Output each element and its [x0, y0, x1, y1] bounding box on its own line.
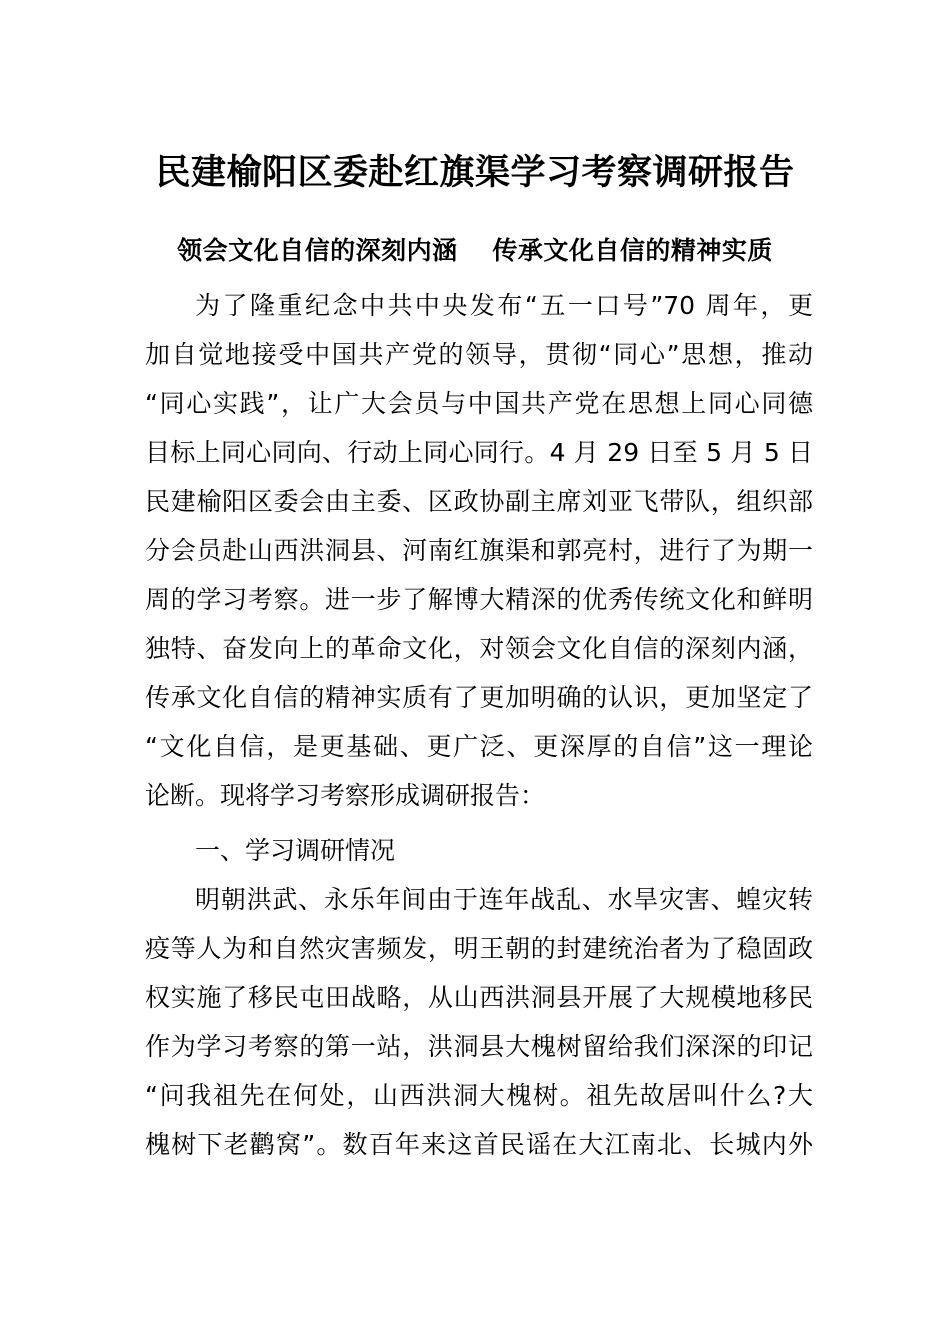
- body-line: 周的学习考察。进一步了解博大精深的优秀传统文化和鲜明: [145, 585, 813, 614]
- body-line: 传承文化自信的精神实质有了更加明确的认识，更加坚定了: [145, 683, 813, 712]
- body-line: 槐树下老鹳窝”。数百年来这首民谣在大江南北、长城内外: [145, 1130, 813, 1159]
- body-line: 权实施了移民屯田战略，从山西洪洞县开展了大规模地移民: [145, 983, 813, 1012]
- body-line: “文化自信，是更基础、更广泛、更深厚的自信”这一理论: [145, 732, 813, 761]
- body-line: “问我祖先在何处，山西洪洞大槐树。祖先故居叫什么?大: [145, 1081, 813, 1110]
- document-body: [145, 281, 813, 1169]
- body-line: “同心实践”，让广大会员与中国共产党在思想上同心同德: [145, 389, 813, 418]
- body-line: 分会员赴山西洪洞县、河南红旗渠和郭亮村，进行了为期一: [145, 536, 813, 565]
- body-line: 民建榆阳区委会由主委、区政协副主席刘亚飞带队，组织部: [145, 487, 813, 516]
- body-line: 目标上同心同向、行动上同心同行。4 月 29 日至 5 月 5 日: [145, 438, 813, 467]
- body-line: 为了隆重纪念中共中央发布“五一口号”70 周年，更: [195, 291, 813, 320]
- body-line: 作为学习考察的第一站，洪洞县大槐树留给我们深深的印记: [145, 1032, 813, 1061]
- body-line: 论断。现将学习考察形成调研报告：: [145, 781, 546, 810]
- body-line: 疫等人为和自然灾害频发，明王朝的封建统治者为了稳固政: [145, 934, 813, 963]
- body-line: 加自觉地接受中国共产党的领导，贯彻“同心”思想，推动: [145, 340, 813, 369]
- document-title: 民建榆阳区委赴红旗渠学习考察调研报告: [155, 153, 795, 193]
- document-subtitle: 领会文化自信的深刻内涵 传承文化自信的精神实质: [177, 236, 773, 265]
- section-heading: 一、学习调研情况: [195, 836, 396, 865]
- body-line: 独特、奋发向上的革命文化，对领会文化自信的深刻内涵，: [145, 634, 813, 663]
- body-line: 明朝洪武、永乐年间由于连年战乱、水旱灾害、蝗灾转: [195, 885, 813, 914]
